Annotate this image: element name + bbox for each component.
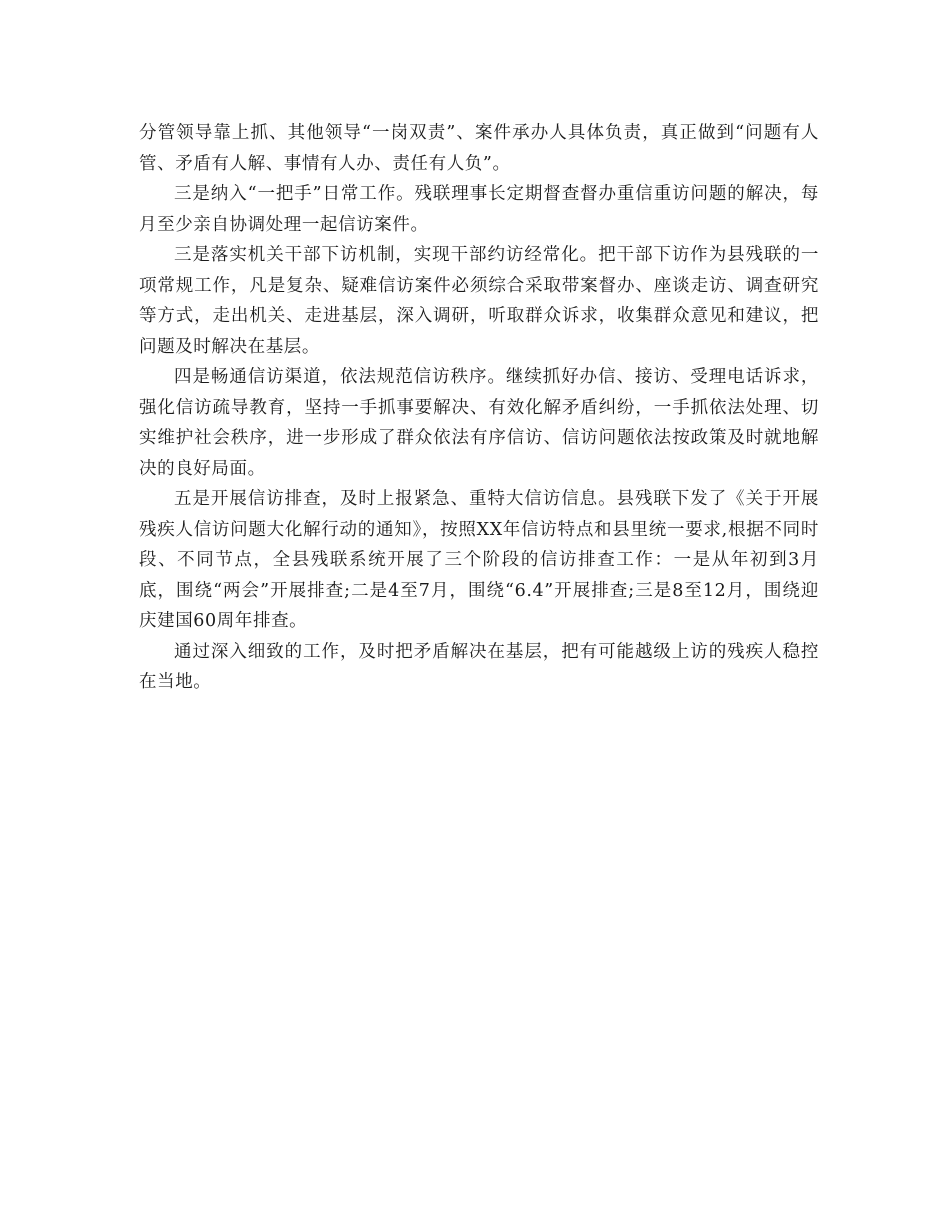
paragraph-2: 三是纳入“一把手”日常工作。残联理事长定期督查督办重信重访问题的解决，每月至少亲自协调处理一起信访案件。 — [139, 184, 819, 235]
paragraph-6: 通过深入细致的工作，及时把矛盾解决在基层，把有可能越级上访的残疾人稳控在当地。 — [139, 641, 819, 692]
paragraph-3: 三是落实机关干部下访机制，实现干部约访经常化。把干部下访作为县残联的一项常规工作，凡是复杂、疑难信访案件必须综合采取带案督办、座谈走访、调查研究等方式，走出机关、走进基层，深入调研，听取群众诉求，收集群众意见和建议，把问题及时解决在基层。 — [139, 245, 819, 357]
paragraph-1: 分管领导靠上抓、其他领导“一岗双责”、案件承办人具体负责，真正做到“问题有人管、矛盾有人解、事情有人办、责任有人负”。 — [139, 123, 819, 174]
paragraph-4: 四是畅通信访渠道，依法规范信访秩序。继续抓好办信、接访、受理电话诉求，强化信访疏导教育，坚持一手抓事要解决、有效化解矛盾纠纷，一手抓依法处理、切实维护社会秩序，进一步形成了群众依法有序信访、信访问题依法按政策及时就地解决的良好局面。 — [139, 367, 819, 479]
paragraph-5: 五是开展信访排查，及时上报紧急、重特大信访信息。县残联下发了《关于开展残疾人信访问题大化解行动的通知》，按照XX年信访特点和县里统一要求,根据不同时段、不同节点，全县残联系统开展了三个阶段的信访排查工作：一是从年初到3月底，围绕“两会”开展排查;二是4至7月，围绕“6.4”开展排查;三是8至12月，围绕迎庆建国60周年排查。 — [139, 489, 819, 631]
document-body — [139, 118, 819, 698]
